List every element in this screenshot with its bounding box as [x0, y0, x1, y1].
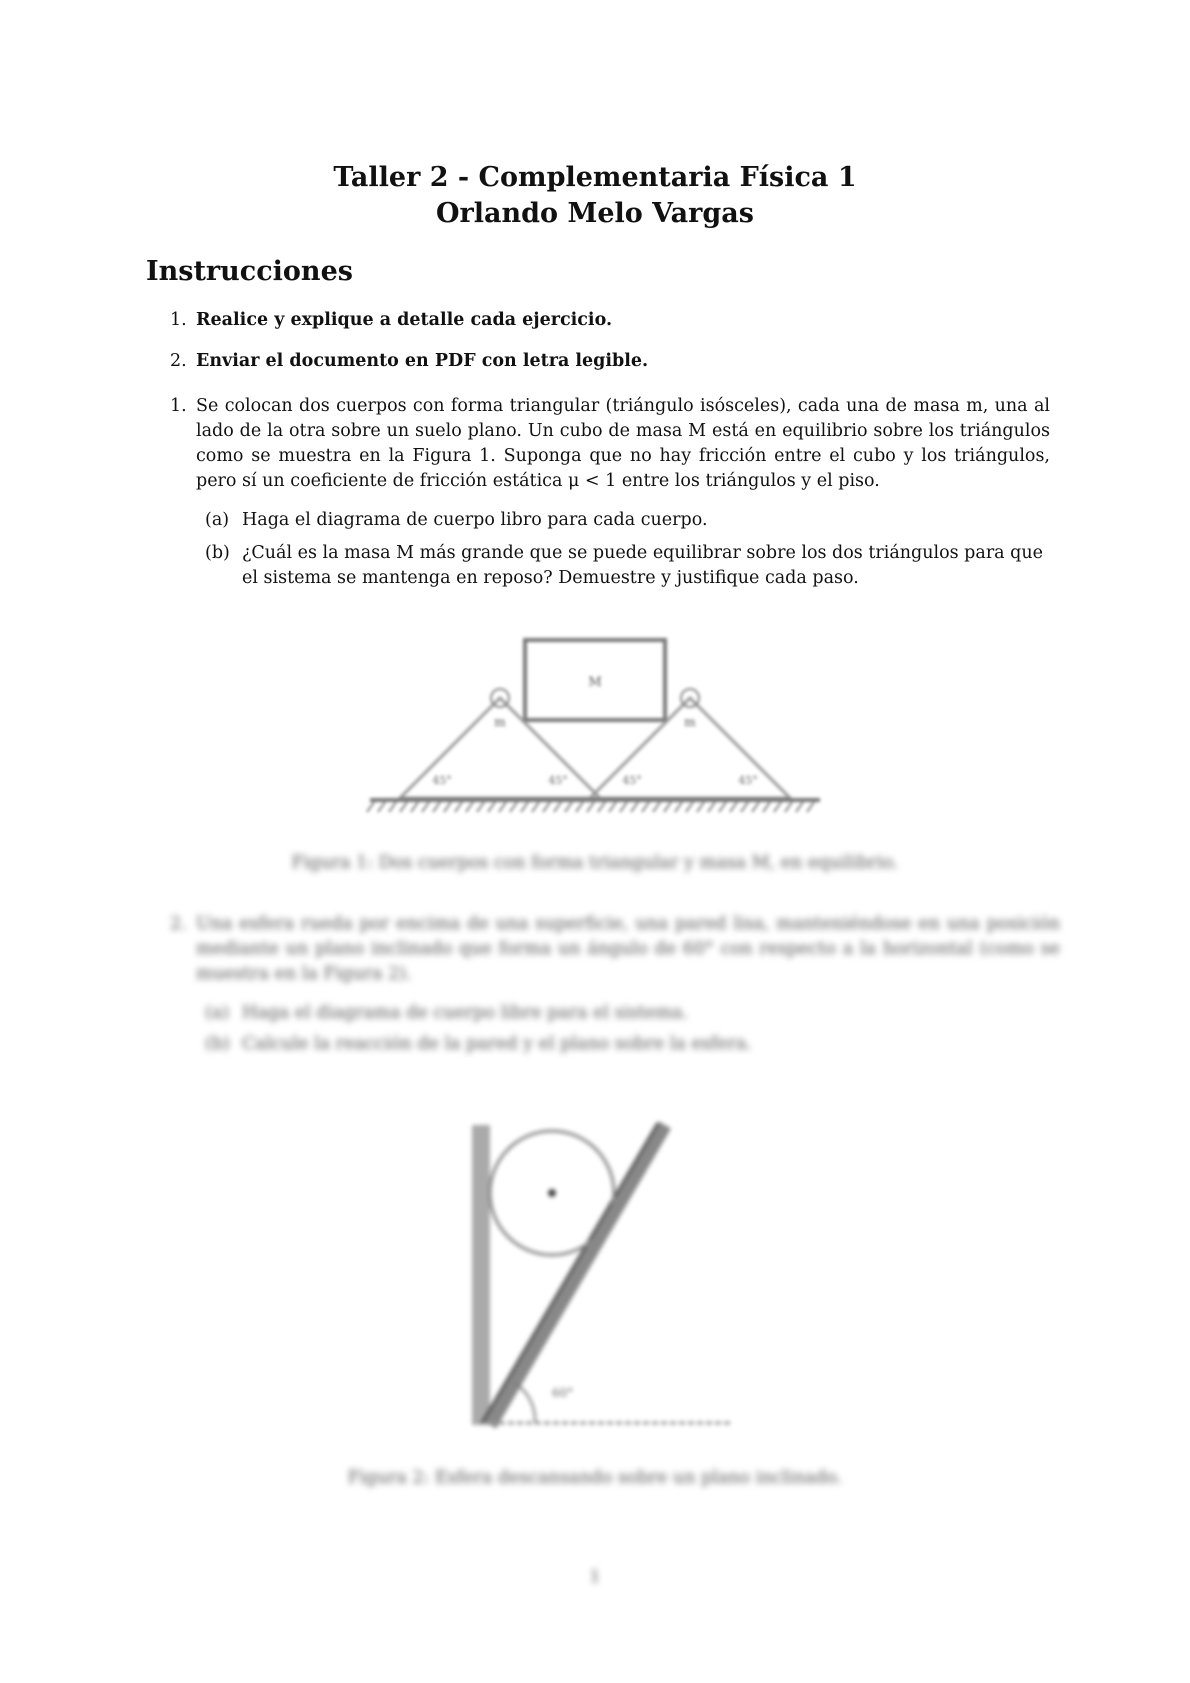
ground-hatching	[367, 802, 814, 812]
right-triangle-label: m	[684, 715, 696, 729]
hatch-mark	[752, 802, 759, 812]
mass-box-label: M	[588, 675, 602, 690]
hatch-mark	[510, 802, 517, 812]
hatch-mark	[598, 802, 605, 812]
hatch-mark	[565, 802, 572, 812]
problem-1-part-a	[205, 508, 1050, 533]
part-label: (a)	[205, 1003, 230, 1023]
hatch-mark	[763, 802, 770, 812]
figure-2-caption: Figura 2: Esfera descansando sobre un plano inclinado.	[347, 1468, 843, 1488]
part-text: Haga el diagrama de cuerpo libre para el sistema.	[242, 1003, 689, 1023]
problem-2-part-a	[205, 1001, 1050, 1026]
inclined-plane	[490, 1125, 665, 1425]
instruction-number: 2.	[170, 351, 187, 371]
title-line-2: Orlando Melo Vargas	[436, 198, 754, 229]
hatch-mark	[807, 802, 814, 812]
problem-text: Se colocan dos cuerpos con forma triangular (triángulo isósceles), cada una de masa m, una al lado de la otra sobre un suelo plano. Un cubo de masa M está en equilibrio sobre los triángulos como se muestra en la Figura 1. Suponga que no hay fricción entre el cubo y los triángulos, pero sí un coeficiente de fricción estática μ < 1 entre los triángulos y el piso.	[196, 396, 1050, 491]
problem-2	[170, 912, 1060, 987]
hatch-mark	[543, 802, 550, 812]
angle-label: 45°	[622, 774, 642, 787]
hatch-mark	[697, 802, 704, 812]
hatch-mark	[488, 802, 495, 812]
hatch-mark	[477, 802, 484, 812]
hatch-mark	[554, 802, 561, 812]
hatch-mark	[444, 802, 451, 812]
instruction-item	[170, 351, 648, 371]
problem-text: Una esfera rueda por encima de una superficie, una pared lisa, manteniéndose en una posición mediante un plano inclinado que forma un ángulo de 60° con respecto a la horizontal (como se muestra en la Figura 2).	[196, 914, 1060, 984]
hatch-mark	[741, 802, 748, 812]
part-text: Calcule la reacción de la pared y el plano sobre la esfera.	[242, 1034, 752, 1054]
hatch-mark	[675, 802, 682, 812]
hatch-mark	[521, 802, 528, 812]
right-triangle	[590, 698, 790, 798]
hatch-mark	[730, 802, 737, 812]
figure-1-diagram	[360, 630, 830, 820]
part-text: Haga el diagrama de cuerpo libro para cada cuerpo.	[242, 510, 708, 530]
instruction-text: Enviar el documento en PDF con letra legible.	[196, 351, 649, 371]
hatch-mark	[631, 802, 638, 812]
hatch-mark	[532, 802, 539, 812]
part-label: (a)	[205, 510, 230, 530]
hatch-mark	[686, 802, 693, 812]
problem-1	[170, 394, 1050, 494]
left-triangle	[400, 698, 600, 798]
hatch-mark	[367, 802, 374, 812]
instructions-heading: Instrucciones	[146, 256, 353, 287]
page-number: 1	[589, 1567, 601, 1587]
left-triangle-label: m	[494, 715, 506, 729]
problem-number: 2.	[170, 914, 187, 934]
problem-1-part-b	[205, 541, 1050, 591]
problem-number: 1.	[170, 396, 187, 416]
hatch-mark	[411, 802, 418, 812]
part-text: ¿Cuál es la masa M más grande que se puede equilibrar sobre los dos triángulos para que el sistema se mantenga en reposo? Demuestre y justifique cada paso.	[242, 543, 1044, 588]
hatch-mark	[455, 802, 462, 812]
hatch-mark	[587, 802, 594, 812]
hatch-mark	[796, 802, 803, 812]
hatch-mark	[653, 802, 660, 812]
hatch-mark	[708, 802, 715, 812]
part-label: (b)	[205, 543, 230, 563]
hatch-mark	[609, 802, 616, 812]
hatch-mark	[433, 802, 440, 812]
figure-1-caption: Figura 1: Dos cuerpos con forma triangular y masa M, en equilibrio.	[291, 853, 899, 873]
instruction-item	[170, 310, 612, 330]
inclined-plane-edge	[482, 1123, 658, 1423]
instruction-text: Realice y explique a detalle cada ejercicio.	[196, 310, 613, 330]
angle-label: 45°	[432, 774, 452, 787]
sphere-center	[548, 1189, 556, 1197]
hatch-mark	[719, 802, 726, 812]
wall	[472, 1125, 490, 1425]
instruction-number: 1.	[170, 310, 187, 330]
angle-label: 45°	[738, 774, 758, 787]
problem-2-part-b	[205, 1032, 1050, 1057]
hatch-mark	[466, 802, 473, 812]
angle-label: 45°	[548, 774, 568, 787]
hatch-mark	[400, 802, 407, 812]
angle-label: 60°	[552, 1386, 574, 1400]
hatch-mark	[389, 802, 396, 812]
hatch-mark	[785, 802, 792, 812]
title-line-1: Taller 2 - Complementaria Física 1	[333, 162, 857, 193]
figure-2-diagram	[460, 1115, 740, 1435]
part-label: (b)	[205, 1034, 230, 1054]
hatch-mark	[499, 802, 506, 812]
hatch-mark	[620, 802, 627, 812]
hatch-mark	[576, 802, 583, 812]
hatch-mark	[378, 802, 385, 812]
hatch-mark	[664, 802, 671, 812]
document-title	[0, 160, 1190, 232]
hatch-mark	[774, 802, 781, 812]
hatch-mark	[642, 802, 649, 812]
hatch-mark	[422, 802, 429, 812]
